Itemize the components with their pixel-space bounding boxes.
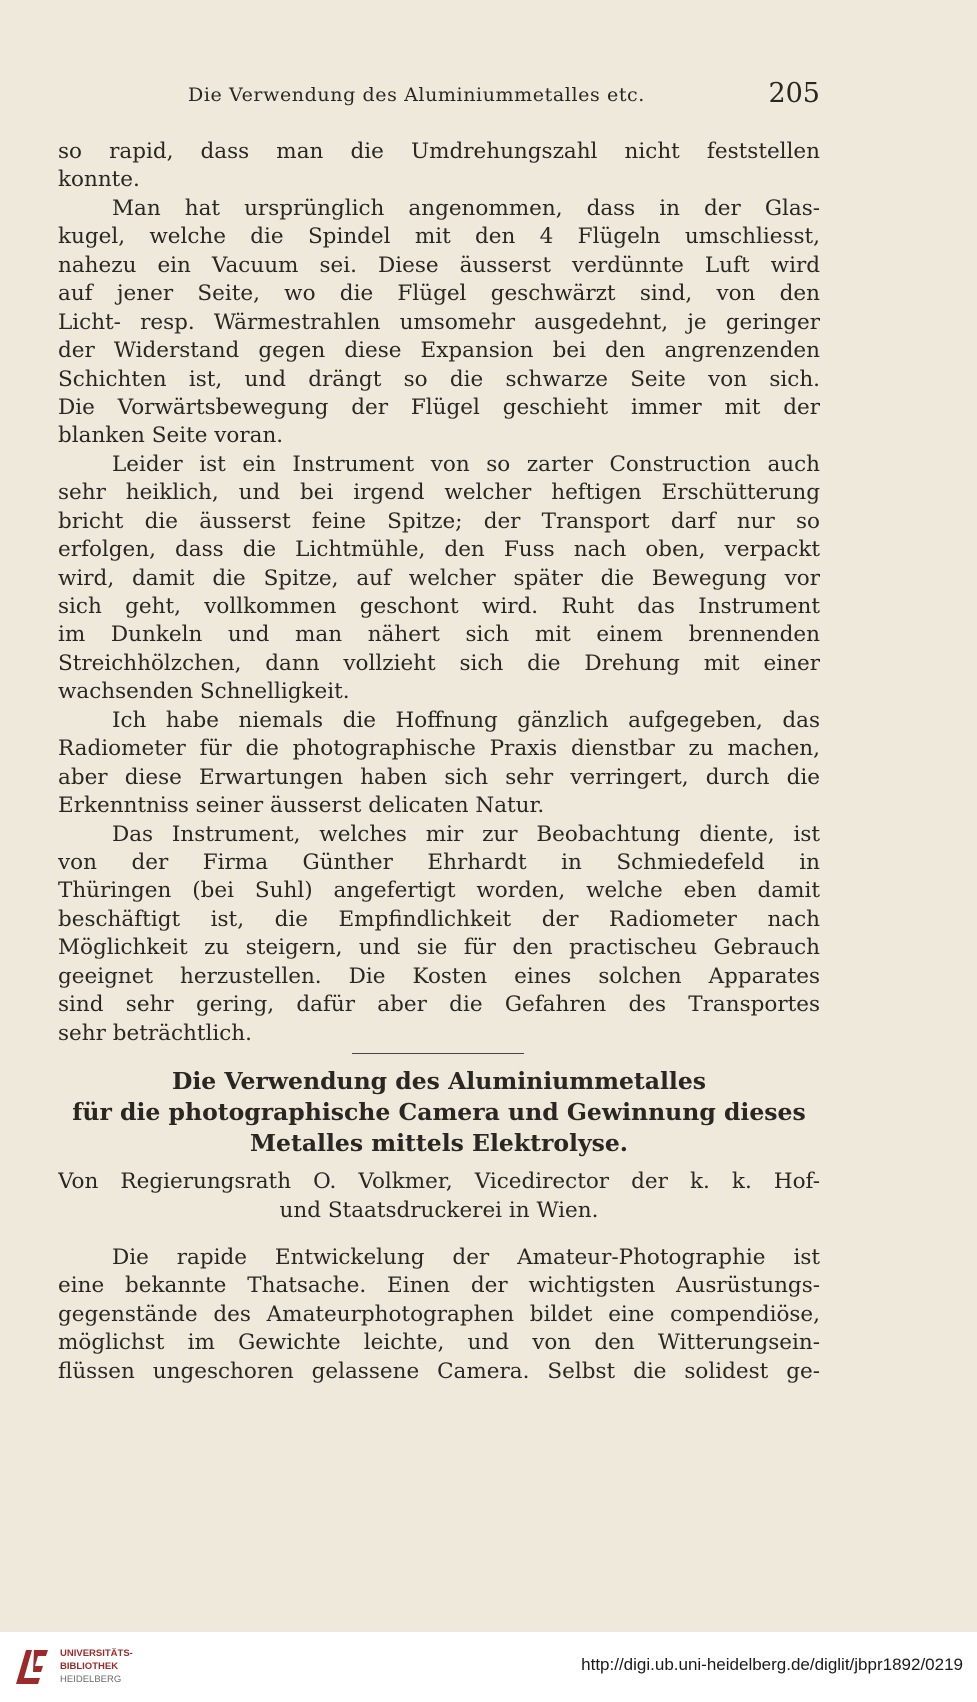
text-line: Schichten ist, und drängt so die schwarze Seite von sich. xyxy=(58,366,820,392)
text-line: Man hat ursprünglich angenommen, dass in der Glas- xyxy=(112,195,820,221)
text-line: wachsenden Schnelligkeit. xyxy=(58,679,350,705)
article-body xyxy=(58,1244,820,1386)
text-line: Möglichkeit zu steigern, und sie für den practischeu Gebrauch xyxy=(58,935,820,961)
text-line: Leider ist ein Instrument von so zarter Construction auch xyxy=(112,451,820,477)
text-line: eine bekannte Thatsache. Einen der wichtigsten Ausrüstungs- xyxy=(58,1273,820,1299)
text-line: blanken Seite voran. xyxy=(58,423,284,449)
text-line: Streichhölzchen, dann vollzieht sich die Drehung mit einer xyxy=(58,650,820,676)
text-line: Licht- resp. Wärmestrahlen umsomehr ausgedehnt, je geringer xyxy=(58,309,820,335)
text-line: aber diese Erwartungen haben sich sehr verringert, durch die xyxy=(58,764,820,790)
text-line: auf jener Seite, wo die Flügel geschwärzt sind, von den xyxy=(58,281,820,307)
text-line: beschäftigt ist, die Empfindlichkeit der Radiometer nach xyxy=(58,906,820,932)
text-line: sind sehr gering, dafür aber die Gefahren des Transportes xyxy=(58,992,820,1018)
text-line: Radiometer für die photographische Praxis dienstbar zu machen, xyxy=(58,736,820,762)
text-line: geeignet herzustellen. Die Kosten eines solchen Apparates xyxy=(58,963,820,989)
article-byline xyxy=(58,1167,820,1225)
page-number: 205 xyxy=(768,78,820,109)
text-line: Das Instrument, welches mir zur Beobachtung diente, ist xyxy=(112,821,820,847)
running-head: Die Verwendung des Aluminiummetalles etc. xyxy=(188,84,645,106)
university-library-logo-icon xyxy=(10,1644,54,1690)
text-line: Thüringen (bei Suhl) angefertigt worden, welche eben damit xyxy=(58,878,820,904)
text-line: von der Firma Günther Ehrhardt in Schmiedefeld in xyxy=(58,849,820,875)
text-line: sehr heiklich, und bei irgend welcher heftigen Erschütterung xyxy=(58,480,820,506)
text-line: flüssen ungeschoren gelassene Camera. Selbst die solidest ge- xyxy=(58,1358,820,1384)
text-line: Die rapide Entwickelung der Amateur-Photographie ist xyxy=(112,1245,820,1270)
library-name-line: UNIVERSITÄTS- xyxy=(60,1648,133,1659)
section-divider xyxy=(352,1053,524,1054)
text-line: erfolgen, dass die Lichtmühle, den Fuss nach oben, verpackt xyxy=(58,537,820,563)
text-line: möglichst im Gewichte leichte, und von den Witterungsein- xyxy=(58,1330,820,1356)
article-title xyxy=(58,1066,820,1159)
text-line: gegenstände des Amateurphotographen bildet eine compendiöse, xyxy=(58,1301,820,1327)
text-line: sich geht, vollkommen geschont wird. Ruht das Instrument xyxy=(58,594,820,619)
text-line: Ich habe niemals die Hoffnung gänzlich aufgegeben, das xyxy=(112,707,820,733)
library-name-line: BIBLIOTHEK xyxy=(60,1661,119,1672)
text-line: wird, damit die Spitze, auf welcher später die Bewegung vor xyxy=(58,565,820,591)
text-line: Die Vorwärtsbewegung der Flügel geschieht immer mit der xyxy=(58,394,820,420)
text-line: nahezu ein Vacuum sei. Diese äusserst verdünnte Luft wird xyxy=(58,252,820,278)
text-line: konnte. xyxy=(58,167,140,193)
text-line: kugel, welche die Spindel mit den 4 Flügeln umschliesst, xyxy=(58,224,820,250)
text-line: im Dunkeln und man nähert sich mit einem brennenden xyxy=(58,622,820,648)
article-title-line: Die Verwendung des Aluminiummetalles xyxy=(171,1067,707,1095)
page-header xyxy=(58,78,820,112)
library-name-line: HEIDELBERG xyxy=(60,1674,122,1685)
text-line: so rapid, dass man die Umdrehungszahl nicht feststellen xyxy=(58,139,820,164)
body-text xyxy=(58,138,820,1048)
article-title-line: für die photographische Camera und Gewinnung dieses xyxy=(72,1098,806,1126)
text-line: Erkenntniss seiner äusserst delicaten Natur. xyxy=(58,793,545,819)
byline-line: Von Regierungsrath O. Volkmer, Vicedirector der k. k. Hof- xyxy=(58,1169,820,1194)
text-line: der Widerstand gegen diese Expansion bei den angrenzenden xyxy=(58,338,820,364)
text-line: bricht die äusserst feine Spitze; der Transport darf nur so xyxy=(58,508,820,534)
source-url-link[interactable]: http://digi.ub.uni-heidelberg.de/diglit/jbpr1892/0219 xyxy=(581,1655,963,1674)
text-line: sehr beträchtlich. xyxy=(58,1020,252,1046)
digitization-footer xyxy=(0,1632,977,1702)
article-title-line: Metalles mittels Elektrolyse. xyxy=(250,1129,628,1157)
byline-line: und Staatsdruckerei in Wien. xyxy=(279,1198,599,1223)
library-name xyxy=(60,1647,133,1686)
